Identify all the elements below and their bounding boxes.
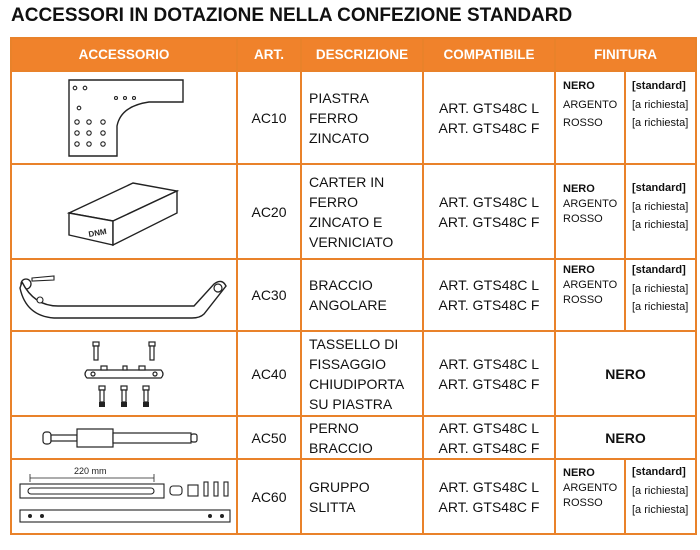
description-line: BRACCIO xyxy=(309,277,373,293)
finish-note: [standard] xyxy=(632,182,686,194)
finish-notes-cell xyxy=(625,259,696,331)
description-cell xyxy=(301,164,423,259)
finish-color: NERO xyxy=(563,467,595,479)
finish-color: ARGENTO xyxy=(563,198,618,210)
compatible-line: ART. GTS48C L xyxy=(438,419,540,436)
finish-note: [a richiesta] xyxy=(632,282,689,295)
finish-notes-cell xyxy=(625,459,696,534)
description-cell xyxy=(301,459,423,534)
description-line: CHIUDIPORTA xyxy=(309,375,405,392)
compatible-line: ART. GTS48C F xyxy=(438,439,540,456)
description-line: FERRO xyxy=(309,193,358,210)
finish-note: [a richiesta] xyxy=(632,117,689,129)
accessory-image-cell xyxy=(11,164,237,259)
finish-note: [a richiesta] xyxy=(632,219,689,231)
compatible-cell xyxy=(423,164,555,259)
finish-color: ARGENTO xyxy=(563,279,618,291)
finish-notes-cell xyxy=(625,71,696,164)
table-row xyxy=(11,331,696,416)
compatible-cell xyxy=(423,71,555,164)
description-cell xyxy=(301,416,423,459)
header-accessorio: ACCESSORIO xyxy=(11,38,237,71)
dimension-label: 220 mm xyxy=(74,465,107,476)
finish-note: [standard] xyxy=(632,264,686,276)
table-row xyxy=(11,416,696,459)
finish-color: ARGENTO xyxy=(563,98,618,111)
pin-illustration xyxy=(39,423,209,453)
art-code: AC30 xyxy=(237,259,301,331)
description-line: SU PIASTRA xyxy=(309,395,393,412)
header-descrizione: DESCRIZIONE xyxy=(301,38,423,71)
compatible-line: ART. GTS48C F xyxy=(438,297,540,313)
art-code: AC50 xyxy=(237,416,301,459)
header-compatibile: COMPATIBILE xyxy=(423,38,555,71)
compatible-line: ART. GTS48C L xyxy=(438,478,540,495)
finish-note: [a richiesta] xyxy=(632,98,689,111)
table-row xyxy=(11,164,696,259)
finish-note: [a richiesta] xyxy=(632,485,689,497)
table-row xyxy=(11,259,696,331)
finish-note: [a richiesta] xyxy=(632,504,689,516)
table-header-row xyxy=(11,38,696,71)
finish-note: [a richiesta] xyxy=(632,200,689,213)
finish-single: NERO xyxy=(555,331,696,416)
finish-colors-cell xyxy=(555,71,625,164)
table-row xyxy=(11,71,696,164)
finish-color: NERO xyxy=(563,264,595,276)
description-line: ZINCATO xyxy=(309,129,370,146)
finish-color: ROSSO xyxy=(563,213,603,225)
description-cell xyxy=(301,259,423,331)
art-code: AC10 xyxy=(237,71,301,164)
compatible-line: ART. GTS48C F xyxy=(438,119,540,136)
finish-color: NERO xyxy=(563,80,595,92)
header-finitura: FINITURA xyxy=(555,38,696,71)
description-line: FISSAGGIO xyxy=(309,355,387,372)
description-line: GRUPPO xyxy=(309,478,370,495)
description-line: SLITTA xyxy=(309,498,356,515)
finish-color: ARGENTO xyxy=(563,482,618,494)
compatible-line: ART. GTS48C L xyxy=(438,99,540,116)
description-line: ANGOLARE xyxy=(309,297,387,313)
finish-color: ROSSO xyxy=(563,294,603,306)
compatible-line: ART. GTS48C F xyxy=(438,498,540,515)
finish-colors-cell xyxy=(555,259,625,331)
finish-color: NERO xyxy=(563,183,595,195)
finish-color: ROSSO xyxy=(563,497,603,509)
description-cell xyxy=(301,331,423,416)
description-line: BRACCIO xyxy=(309,439,373,456)
art-code: AC40 xyxy=(237,331,301,416)
compatible-cell xyxy=(423,459,555,534)
finish-single: NERO xyxy=(555,416,696,459)
accessories-table xyxy=(10,37,697,535)
description-line: PERNO xyxy=(309,419,359,436)
description-line: PIASTRA xyxy=(309,89,369,106)
compatible-line: ART. GTS48C L xyxy=(438,193,540,210)
compatible-cell xyxy=(423,259,555,331)
anchor-illustration xyxy=(79,338,169,410)
finish-notes-cell xyxy=(625,164,696,259)
accessory-image-cell xyxy=(11,331,237,416)
header-art: ART. xyxy=(237,38,301,71)
table-row xyxy=(11,459,696,534)
art-code: AC60 xyxy=(237,459,301,534)
arm-illustration xyxy=(14,266,234,324)
art-code: AC20 xyxy=(237,164,301,259)
finish-note: [a richiesta] xyxy=(632,301,689,313)
description-line: ZINCATO E xyxy=(309,213,383,230)
carter-illustration xyxy=(59,169,189,255)
finish-colors-cell xyxy=(555,459,625,534)
accessory-image-cell xyxy=(11,259,237,331)
finish-note: [standard] xyxy=(632,466,686,478)
finish-color: ROSSO xyxy=(563,117,603,129)
slide-illustration xyxy=(14,464,234,530)
carter-logo: DNM xyxy=(87,226,108,239)
compatible-cell xyxy=(423,331,555,416)
description-cell xyxy=(301,71,423,164)
compatible-cell xyxy=(423,416,555,459)
description-line: TASSELLO DI xyxy=(309,335,399,352)
description-line: VERNICIATO xyxy=(309,233,394,250)
finish-note: [standard] xyxy=(632,80,686,92)
compatible-line: ART. GTS48C L xyxy=(438,277,540,293)
compatible-line: ART. GTS48C F xyxy=(438,375,540,392)
accessory-image-cell xyxy=(11,71,237,164)
plate-illustration xyxy=(59,76,189,160)
description-line: CARTER IN xyxy=(309,173,385,190)
accessory-image-cell xyxy=(11,416,237,459)
description-line: FERRO xyxy=(309,109,358,126)
page-title: ACCESSORI IN DOTAZIONE NELLA CONFEZIONE STANDARD xyxy=(11,5,573,26)
compatible-line: ART. GTS48C F xyxy=(438,213,540,230)
accessory-image-cell xyxy=(11,459,237,534)
compatible-line: ART. GTS48C L xyxy=(438,355,540,372)
finish-colors-cell xyxy=(555,164,625,259)
